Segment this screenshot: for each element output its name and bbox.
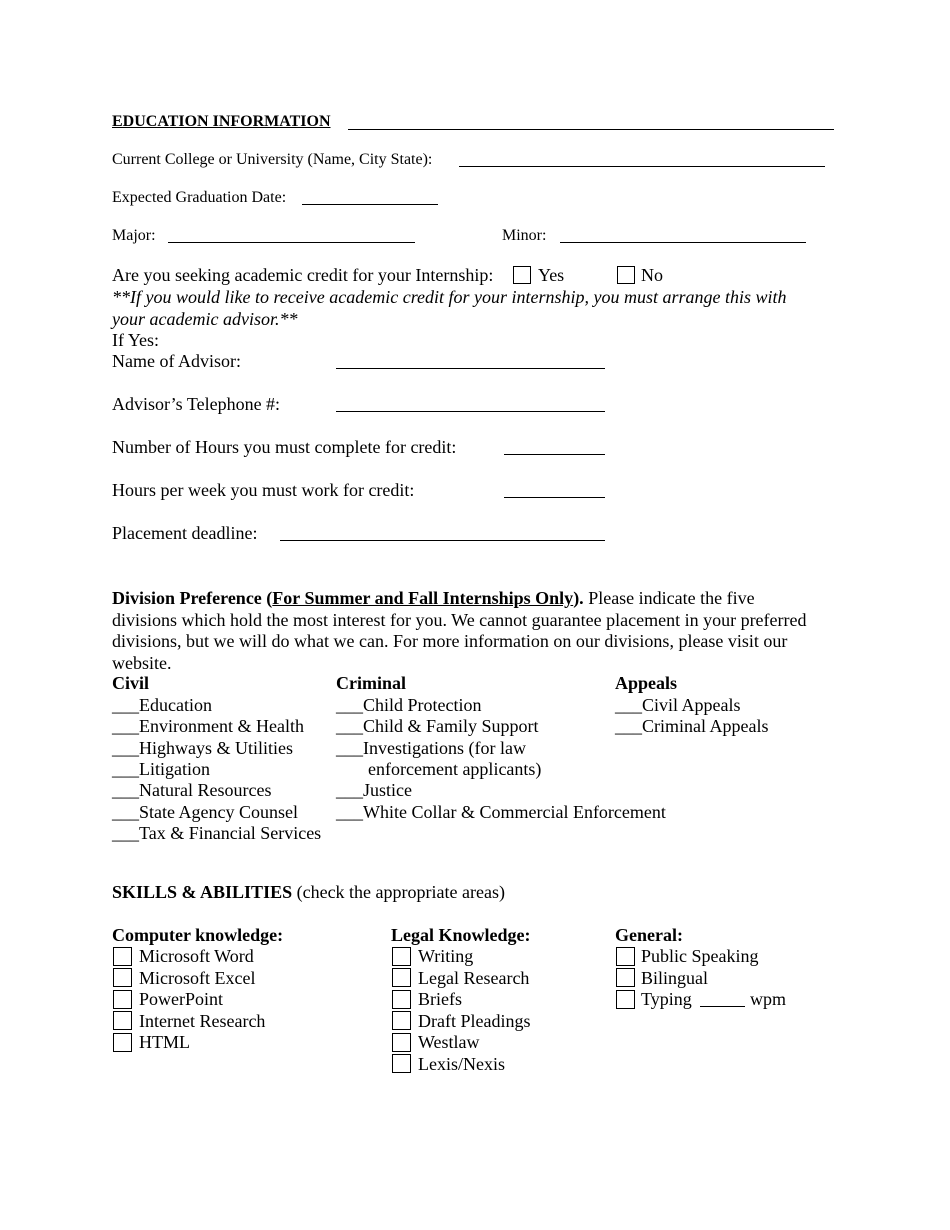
division-item[interactable]: ___Education	[112, 695, 212, 715]
division-intro	[112, 588, 842, 674]
skill-checkbox-microsoft-excel[interactable]	[113, 968, 132, 987]
college-field[interactable]	[459, 166, 825, 167]
skill-label: Writing	[418, 946, 474, 966]
division-item[interactable]: ___Justice	[336, 780, 412, 800]
education-heading: EDUCATION INFORMATION	[112, 113, 331, 130]
typing-wpm-field[interactable]	[700, 1006, 745, 1007]
placement-deadline-field[interactable]	[280, 540, 605, 541]
division-criminal-title: Criminal	[336, 673, 406, 693]
skill-label: Microsoft Word	[139, 946, 254, 966]
credit-note-line-2: your academic advisor.**	[112, 309, 298, 329]
credit-hours-label: Number of Hours you must complete for credit:	[112, 437, 457, 457]
division-item[interactable]: ___Highways & Utilities	[112, 738, 293, 758]
skill-checkbox-public-speaking[interactable]	[616, 947, 635, 966]
division-intro-line-1: Division Preference (For Summer and Fall Internships Only). Please indicate the five	[112, 588, 755, 608]
division-civil-title: Civil	[112, 673, 150, 693]
skills-legal-title: Legal Knowledge:	[391, 925, 531, 945]
skill-checkbox-briefs[interactable]	[392, 990, 411, 1009]
skill-checkbox-legal-research[interactable]	[392, 968, 411, 987]
skills-computer-title: Computer knowledge:	[112, 925, 284, 945]
minor-label: Minor:	[502, 227, 547, 244]
skill-label: Typing	[641, 989, 692, 1009]
college-label: Current College or University (Name, City State):	[112, 151, 433, 168]
skill-checkbox-typing[interactable]	[616, 990, 635, 1009]
skill-checkbox-internet-research[interactable]	[113, 1011, 132, 1030]
advisor-phone-label: Advisor’s Telephone #:	[112, 394, 281, 414]
skill-checkbox-html[interactable]	[113, 1033, 132, 1052]
minor-field[interactable]	[560, 242, 806, 243]
skills-general-title: General:	[615, 925, 683, 945]
skill-label: PowerPoint	[139, 989, 224, 1009]
weekly-hours-label: Hours per week you must work for credit:	[112, 480, 415, 500]
credit-no-label: No	[641, 265, 663, 285]
division-item[interactable]: ___Environment & Health	[112, 716, 304, 736]
skill-checkbox-writing[interactable]	[392, 947, 411, 966]
advisor-name-field[interactable]	[336, 368, 605, 369]
weekly-hours-field[interactable]	[504, 497, 605, 498]
skill-checkbox-westlaw[interactable]	[392, 1033, 411, 1052]
division-item[interactable]: ___Child & Family Support	[336, 716, 539, 736]
graduation-date-field[interactable]	[302, 204, 438, 205]
division-item[interactable]: ___White Collar & Commercial Enforcement	[336, 802, 666, 822]
division-item[interactable]: ___Litigation	[112, 759, 210, 779]
division-item[interactable]: ___Child Protection	[336, 695, 482, 715]
advisor-phone-field[interactable]	[336, 411, 605, 412]
skill-label: Lexis/Nexis	[418, 1054, 505, 1074]
skill-label: Public Speaking	[641, 946, 759, 966]
skill-checkbox-lexis-nexis[interactable]	[392, 1054, 411, 1073]
skill-label: Westlaw	[418, 1032, 480, 1052]
credit-question: Are you seeking academic credit for your Internship:	[112, 265, 494, 285]
division-appeals-title: Appeals	[615, 673, 678, 693]
skill-label: Briefs	[418, 989, 462, 1009]
division-item-continuation: enforcement applicants)	[368, 759, 542, 779]
graduation-label: Expected Graduation Date:	[112, 189, 287, 206]
skill-checkbox-powerpoint[interactable]	[113, 990, 132, 1009]
credit-no-checkbox[interactable]	[617, 266, 635, 284]
skill-label: Draft Pleadings	[418, 1011, 531, 1031]
credit-note-line-1: **If you would like to receive academic credit for your internship, you must arrange this with	[112, 287, 787, 307]
credit-yes-checkbox[interactable]	[513, 266, 531, 284]
division-item[interactable]: ___Investigations (for law	[336, 738, 526, 758]
skill-checkbox-microsoft-word[interactable]	[113, 947, 132, 966]
major-field[interactable]	[168, 242, 415, 243]
wpm-label: wpm	[750, 989, 786, 1009]
division-intro-line-3: divisions, but we will do what we can. For more information on our divisions, please visit our	[112, 631, 788, 651]
advisor-name-label: Name of Advisor:	[112, 351, 241, 371]
division-heading-underlined: For Summer and Fall Internships Only	[272, 588, 574, 608]
division-item[interactable]: ___Natural Resources	[112, 780, 272, 800]
division-item[interactable]: ___Civil Appeals	[615, 695, 741, 715]
credit-hours-field[interactable]	[504, 454, 605, 455]
division-item[interactable]: ___Tax & Financial Services	[112, 823, 322, 843]
major-label: Major:	[112, 227, 156, 244]
division-intro-line-4: website.	[112, 652, 172, 673]
skills-heading: SKILLS & ABILITIES (check the appropriate areas)	[112, 882, 505, 902]
division-item[interactable]: ___State Agency Counsel	[112, 802, 298, 822]
skill-checkbox-bilingual[interactable]	[616, 968, 635, 987]
placement-deadline-label: Placement deadline:	[112, 523, 258, 543]
if-yes-label: If Yes:	[112, 330, 160, 350]
skill-label: Bilingual	[641, 968, 708, 988]
skill-label: Legal Research	[418, 968, 530, 988]
credit-yes-label: Yes	[538, 265, 565, 285]
skill-label: Microsoft Excel	[139, 968, 256, 988]
skill-label: Internet Research	[139, 1011, 266, 1031]
division-item[interactable]: ___Criminal Appeals	[615, 716, 769, 736]
skill-checkbox-draft-pleadings[interactable]	[392, 1011, 411, 1030]
skill-label: HTML	[139, 1032, 190, 1052]
education-heading-rule	[348, 129, 834, 130]
division-intro-line-2: divisions which hold the most interest for you. We cannot guarantee placement in your preferred	[112, 609, 807, 630]
